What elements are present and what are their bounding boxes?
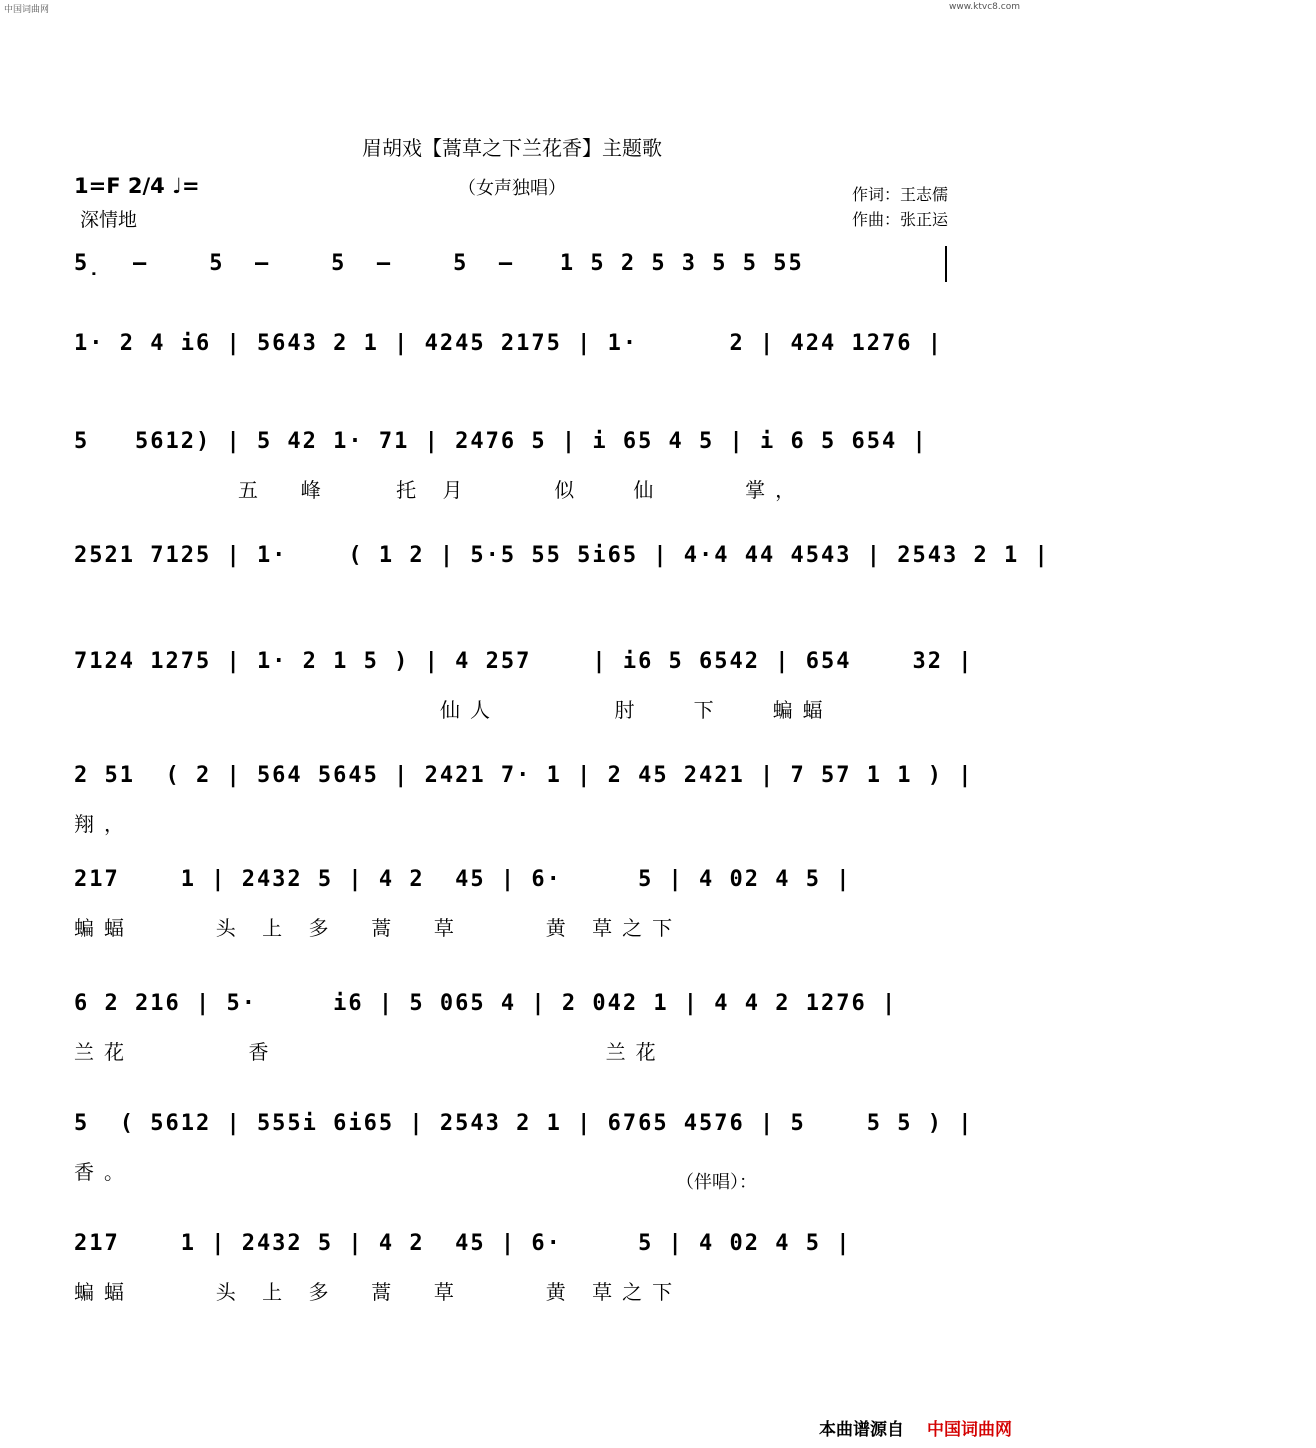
footer-source-label: 本曲谱源自: [819, 1420, 904, 1440]
lyric-line: 五 峰 托 月 似 仙 掌，: [238, 478, 806, 502]
lyric-line: 兰花 香 兰花: [74, 1040, 666, 1064]
song-subtitle: （女声独唱）: [458, 178, 566, 199]
notation-line: 7124 1275 | 1· 2 1 5 ) | 4 257 | i6 5 6542 | 654 32 |: [74, 649, 974, 674]
score-system: [74, 244, 950, 284]
notation-line: 2521 7125 | 1· ( 1 2 | 5·5 55 5i65 | 4·4 44 4543 | 2543 2 1 |: [74, 543, 1050, 568]
lyric-line: 蝙蝠 头 上 多 蒿 草 黄 草之下: [74, 1280, 683, 1304]
score-system: [74, 1224, 950, 1264]
lyric-line: 翔，: [74, 812, 134, 836]
expression-marking: 深情地: [80, 209, 138, 231]
composer-credit: 作曲：张正运: [851, 210, 948, 229]
score-system: [74, 422, 950, 462]
notation-line: 217 1 | 2432 5 | 4 2 45 | 6· 5 | 4 02 4 5 |: [74, 1231, 852, 1256]
lyric-line: 仙人 肘 下 蝙蝠: [440, 698, 833, 722]
score-system: [74, 1104, 974, 1144]
lyricist-credit: 作词：王志儒: [851, 185, 948, 204]
key-signature: 1=F 2/4 ♩=: [74, 174, 200, 198]
score-system: [74, 324, 950, 364]
barline: [945, 246, 947, 282]
lyric-line: 香。: [74, 1160, 134, 1184]
notation-line: 5 5612) | 5 42 1· 71 | 2476 5 | i 65 4 5 | i 6 5 654 |: [74, 429, 928, 454]
notation-line: 2 51 ( 2 | 564 5645 | 2421 7· 1 | 2 45 2421 | 7 57 1 1 ) |: [74, 763, 974, 788]
notation-line: 217 1 | 2432 5 | 4 2 45 | 6· 5 | 4 02 4 5 |: [74, 867, 852, 892]
notation-line: 5 ( 5612 | 555i 6i65 | 2543 2 1 | 6765 4576 | 5 5 5 ) |: [74, 1111, 974, 1136]
score-system: [74, 860, 950, 900]
notation-line: 6 2 216 | 5· i6 | 5 065 4 | 2 042 1 | 4 4 2 1276 |: [74, 991, 898, 1016]
score-system: [74, 536, 1050, 576]
score-system: [74, 642, 974, 682]
watermark-left: 中国词曲网: [4, 5, 50, 15]
score-system: [74, 984, 950, 1024]
accompaniment-label: （伴唱）：: [676, 1172, 757, 1193]
watermark-right: www.ktvc8.com: [949, 2, 1020, 12]
score-system: [74, 756, 974, 796]
lyric-line: 蝙蝠 头 上 多 蒿 草 黄 草之下: [74, 916, 683, 940]
notation-line: 5̣ – 5 – 5 – 5 – 1 5 2 5 3 5 5 55: [74, 251, 804, 276]
footer-site-link[interactable]: 中国词曲网: [927, 1420, 1012, 1440]
song-title: 眉胡戏【蒿草之下兰花香】主题歌: [362, 136, 662, 160]
notation-line: 1· 2 4 i6 | 5643 2 1 | 4245 2175 | 1· 2 | 424 1276 |: [74, 331, 943, 356]
